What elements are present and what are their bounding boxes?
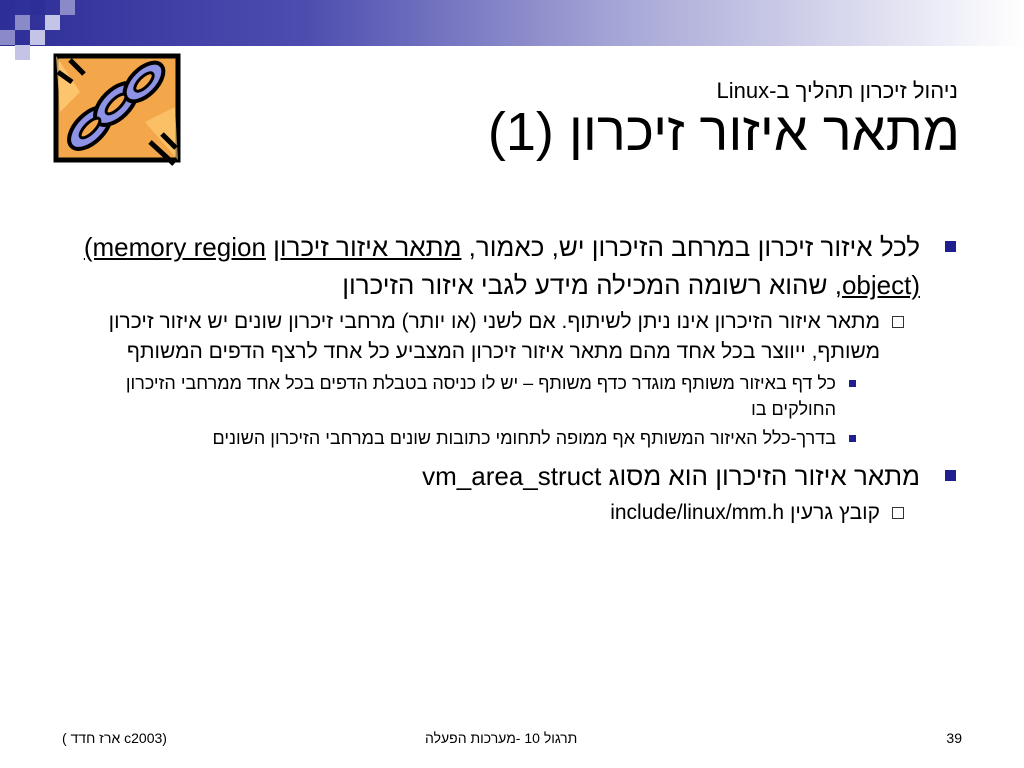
- sub-sub-bullet-item-2: בדרך-כלל האיזור המשותף אף ממופה לתחומי כתובות שונים במרחבי הזיכרון השונים: [70, 425, 960, 451]
- hollow-square-bullet-icon: [892, 316, 904, 328]
- memory-region-object-term: (memory region object): [83, 232, 920, 300]
- square-bullet-icon: [945, 470, 956, 481]
- footer-copyright: (c2003 ארז חדד ): [62, 730, 167, 746]
- slide-content: [70, 228, 960, 528]
- broken-chain-icon: [50, 52, 182, 167]
- slide-subtitle: ניהול זיכרון תהליך ב-Linux: [716, 78, 958, 103]
- bullet-item-1: לכל איזור זיכרון במרחב הזיכרון יש, כאמור, מתאר איזור זיכרון (memory region object), שהוא רשומה המכילה מידע לגבי איזור הזיכרון: [70, 228, 960, 304]
- sub-bullet-item-2: קובץ גרעין include/linux/mm.h: [70, 498, 960, 528]
- hollow-square-bullet-icon: [892, 507, 904, 519]
- slide-title: מתאר איזור זיכרון (1): [487, 102, 960, 162]
- small-square-bullet-icon: [849, 380, 856, 387]
- slide-number: 39: [946, 730, 962, 746]
- header-band: [0, 0, 1024, 46]
- square-bullet-icon: [945, 241, 956, 252]
- small-square-bullet-icon: [849, 435, 856, 442]
- memory-region-term: מתאר איזור זיכרון: [273, 232, 462, 262]
- footer-course: תרגול 10 -מערכות הפעלה: [425, 730, 578, 746]
- sub-bullet-item-1: מתאר איזור הזיכרון אינו ניתן לשיתוף. אם לשני (או יותר) מרחבי זיכרון שונים יש איזור זיכרון משותף, ייווצר בכל אחד מהם מתאר איזור זיכרון המצביע כל אחד לרצף הדפים המשותף: [70, 307, 960, 367]
- sub-sub-bullet-item-1: כל דף באיזור משותף מוגדר כדף משותף – יש לו כניסה בטבלת הדפים בכל אחד ממרחבי הזיכרון החולקים בו: [70, 370, 960, 422]
- bullet-item-2: מתאר איזור הזיכרון הוא מסוג vm_area_struct: [70, 457, 960, 495]
